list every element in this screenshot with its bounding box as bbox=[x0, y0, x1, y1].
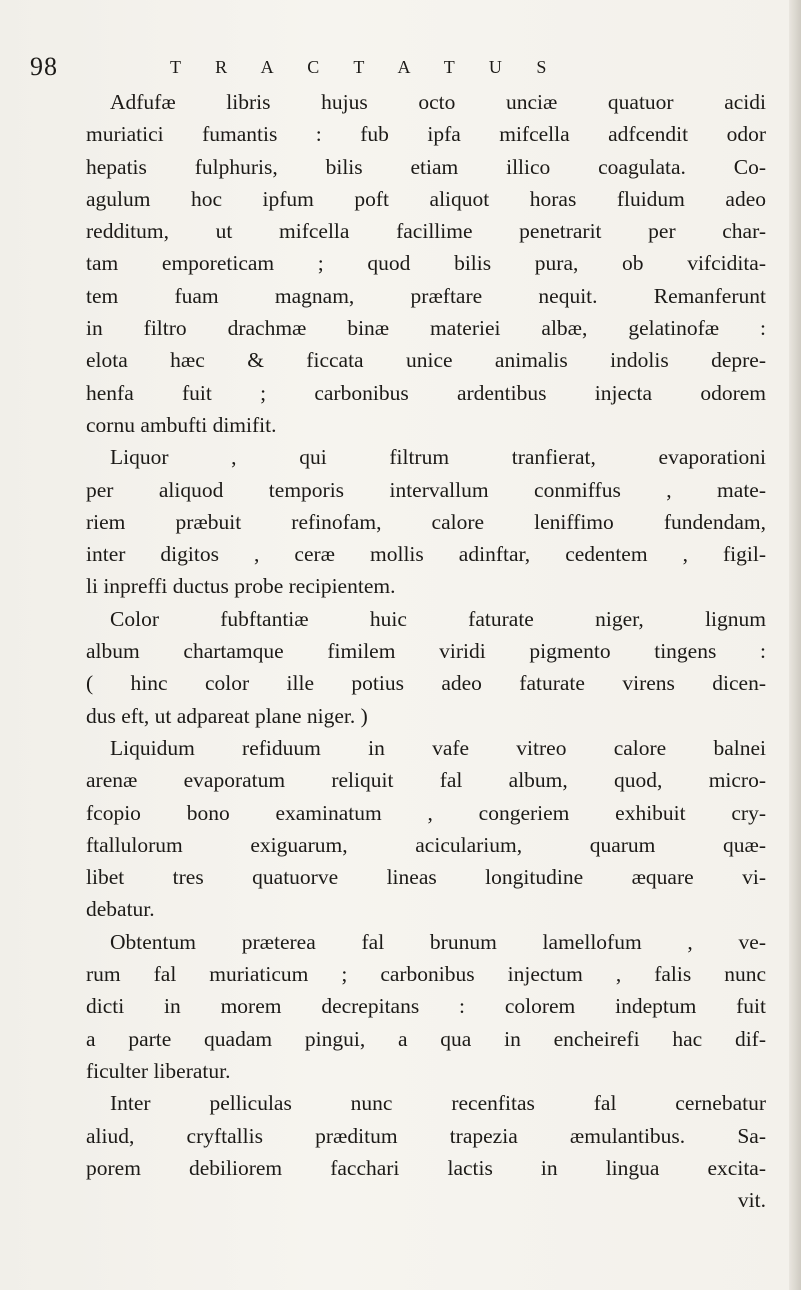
text-line: henfa fuit ; carbonibus ardentibus injecta odorem bbox=[86, 380, 766, 405]
text-line: a parte quadam pingui, a qua in encheirefi hac dif- bbox=[86, 1026, 766, 1051]
text-line: Liquor , qui filtrum tranfierat, evaporationi bbox=[110, 445, 766, 470]
text-line: porem debiliorem facchari lactis in lingua excita- bbox=[86, 1155, 766, 1180]
text-line: vit. bbox=[737, 1188, 766, 1213]
text-line: dus eft, ut adpareat plane niger. ) bbox=[86, 703, 368, 728]
text-line: debatur. bbox=[86, 897, 155, 922]
text-line: inter digitos , ceræ mollis adinftar, cedentem , figil- bbox=[86, 542, 766, 567]
text-line: rum fal muriaticum ; carbonibus injectum , falis nunc bbox=[86, 962, 766, 987]
text-line: libet tres quatuorve lineas longitudine æquare vi- bbox=[86, 865, 766, 890]
body-text bbox=[86, 86, 766, 1216]
text-line: album chartamque fimilem viridi pigmento tingens : bbox=[86, 639, 766, 664]
text-line: tam emporeticam ; quod bilis pura, ob vifcidita- bbox=[86, 251, 766, 276]
text-line: cornu ambufti dimifit. bbox=[86, 412, 277, 437]
text-line: Liquidum refiduum in vafe vitreo calore balnei bbox=[110, 735, 766, 760]
page-edge bbox=[789, 0, 801, 1290]
running-head bbox=[30, 50, 590, 84]
text-line: riem præbuit refinofam, calore leniffimo fundendam, bbox=[86, 509, 766, 534]
text-line: hepatis fulphuris, bilis etiam illico coagulata. Co- bbox=[86, 154, 766, 179]
text-line: Color fubftantiæ huic faturate niger, lignum bbox=[110, 606, 766, 631]
text-line: redditum, ut mifcella facillime penetrarit per char- bbox=[86, 219, 766, 244]
page-number: 98 bbox=[30, 52, 58, 81]
text-line: per aliquod temporis intervallum conmiffus , mate- bbox=[86, 477, 766, 502]
text-line: Inter pelliculas nunc recenfitas fal cernebatur bbox=[110, 1091, 766, 1116]
text-line: aliud, cryftallis præditum trapezia æmulantibus. Sa- bbox=[86, 1123, 766, 1148]
text-line: ftallulorum exiguarum, acicularium, quarum quæ- bbox=[86, 832, 766, 857]
text-line: tem fuam magnam, præftare nequit. Remanferunt bbox=[86, 283, 766, 308]
text-line: arenæ evaporatum reliquit fal album, quod, micro- bbox=[86, 768, 766, 793]
text-line: ficulter liberatur. bbox=[86, 1058, 231, 1083]
text-line: elota hæc & ficcata unice animalis indolis depre- bbox=[86, 348, 766, 373]
text-line: li inpreffi ductus probe recipientem. bbox=[86, 574, 396, 599]
text-line: dicti in morem decrepitans : colorem indeptum fuit bbox=[86, 994, 766, 1019]
text-line: Adfufæ libris hujus octo unciæ quatuor acidi bbox=[110, 90, 766, 114]
running-title: T R A C T A T U S bbox=[170, 57, 562, 77]
text-line: in filtro drachmæ binæ materiei albæ, gelatinofæ : bbox=[86, 316, 766, 341]
text-line: ( hinc color ille potius adeo faturate virens dicen- bbox=[86, 671, 766, 696]
text-line: fcopio bono examinatum , congeriem exhibuit cry- bbox=[86, 800, 766, 825]
text-line: muriatici fumantis : fub ipfa mifcella adfcendit odor bbox=[86, 122, 766, 147]
text-line: Obtentum præterea fal brunum lamellofum , ve- bbox=[110, 929, 766, 954]
text-line: agulum hoc ipfum poft aliquot horas fluidum adeo bbox=[86, 186, 766, 211]
